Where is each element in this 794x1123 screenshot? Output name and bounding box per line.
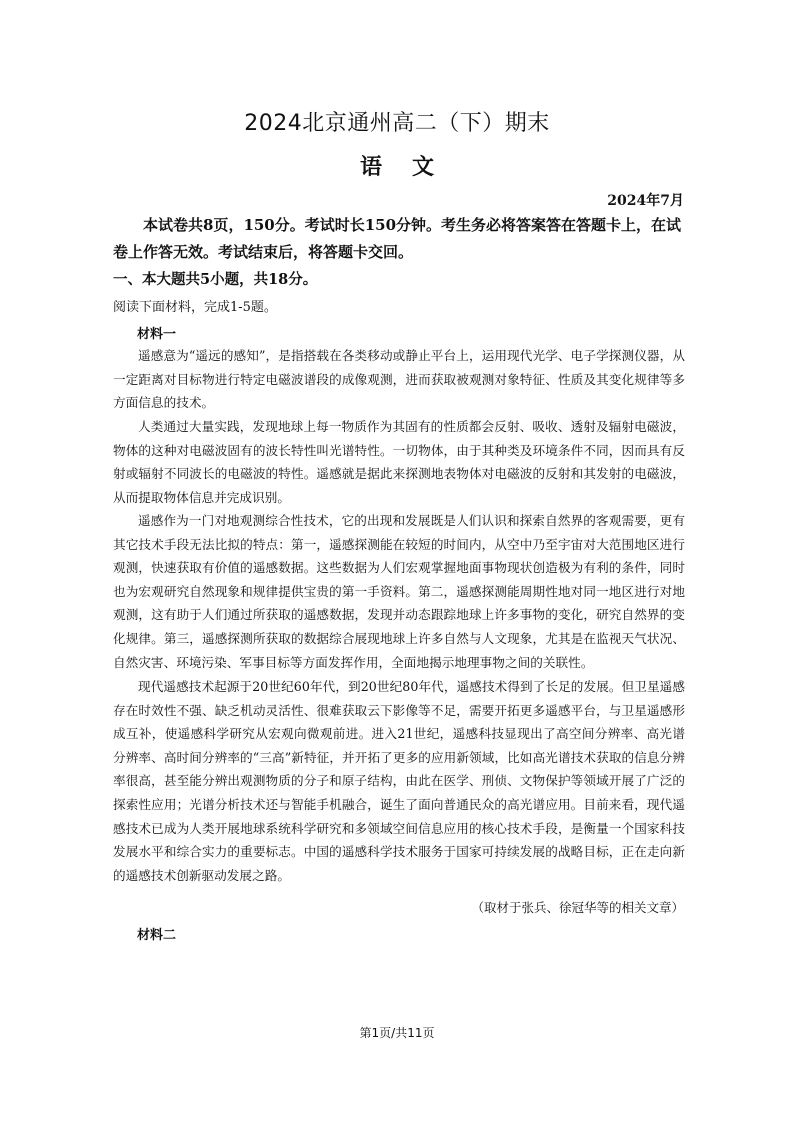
- material-1-paragraph-3: 遥感作为一门对地观测综合性技术，它的出现和发展既是人们认识和探索自然界的客观需要，更有其它技术手段无法比拟的特点：第一，遥感探测能在较短的时间内，从空中乃至宇宙对大范围地区进行观测，快速获取有价值的遥感数据。这些数据为人们宏观掌握地面事物现状创造极为有利的条件，同时也为宏观研究自然现象和规律提供宝贵的第一手资料。第二，遥感探测能周期性地对同一地区进行对地观测，这有助于人们通过所获取的遥感数据，发现并动态跟踪地球上许多事物的变化，研究自然界的变化规律。第三，遥感探测所获取的数据综合展现地球上许多自然与人文现象，尤其是在监视天气状况、自然灾害、环境污染、军事目标等方面发挥作用，全面地揭示地理事物之间的关联性。: [113, 513, 685, 670]
- material-2-label: 材料二: [137, 928, 177, 943]
- exam-instructions: 本试卷共8页，150分。考试时长150分钟。考生务必将答案答在答题卡上，在试卷上作答无效。考试结束后，将答题卡交回。: [113, 216, 682, 261]
- material-1-paragraph-2: 人类通过大量实践，发现地球上每一物质作为其固有的性质都会反射、吸收、透射及辐射电磁波，物体的这种对电磁波固有的波长特性叫光谱特性。一切物体，由于其种类及环境条件不同，因而具有反射或辐射不同波长的电磁波的特性。遥感就是据此来探测地表物体对电磁波的反射和其发射的电磁波，从而提取物体信息并完成识别。: [113, 419, 685, 505]
- material-1-label: 材料一: [137, 327, 177, 342]
- exam-subject: 语文: [359, 154, 464, 180]
- material-1-source: （取材于张兵、徐冠华等的相关文章）: [471, 900, 684, 915]
- section-lead: 阅读下面材料，完成1-5题。: [113, 300, 277, 315]
- material-1-paragraph-1: 遥感意为“遥远的感知”，是指搭载在各类移动或静止平台上，运用现代光学、电子学探测仪器，从一定距离对目标物进行特定电磁波谱段的成像观测，进而获取被观测对象特征、性质及其变化规律等多方面信息的技术。: [113, 348, 685, 411]
- exam-title: 2024北京通州高二（下）期末: [244, 111, 550, 136]
- page-number: 第1页/共11页: [359, 1026, 435, 1040]
- section-heading: 一、本大题共5小题，共18分。: [113, 271, 318, 288]
- exam-date: 2024年7月: [607, 193, 684, 209]
- material-1-paragraph-4: 现代遥感技术起源于20世纪60年代，到20世纪80年代，遥感技术得到了长足的发展。但卫星遥感存在时效性不强、缺乏机动灵活性、很难获取云下影像等不足，需要开拓更多遥感平台，与卫星遥感形成互补，使遥感科学研究从宏观向微观前进。进入21世纪，遥感科技显现出了高空间分辨率、高光谱分辨率、高时间分辨率的“三高”新特征，并开拓了更多的应用新领域，比如高光谱技术获取的信息分辨率很高，甚至能分辨出观测物质的分子和原子结构，由此在医学、刑侦、文物保护等领域开展了广泛的探索性应用；光谱分析技术还与智能手机融合，诞生了面向普通民众的高光谱应用。目前来看，现代遥感技术已成为人类开展地球系统科学研究和多领域空间信息应用的核心技术手段，是衡量一个国家科技发展水平和综合实力的重要标志。中国的遥感科学技术服务于国家可持续发展的战略目标，正在走向新的遥感技术创新驱动发展之路。: [113, 679, 685, 883]
